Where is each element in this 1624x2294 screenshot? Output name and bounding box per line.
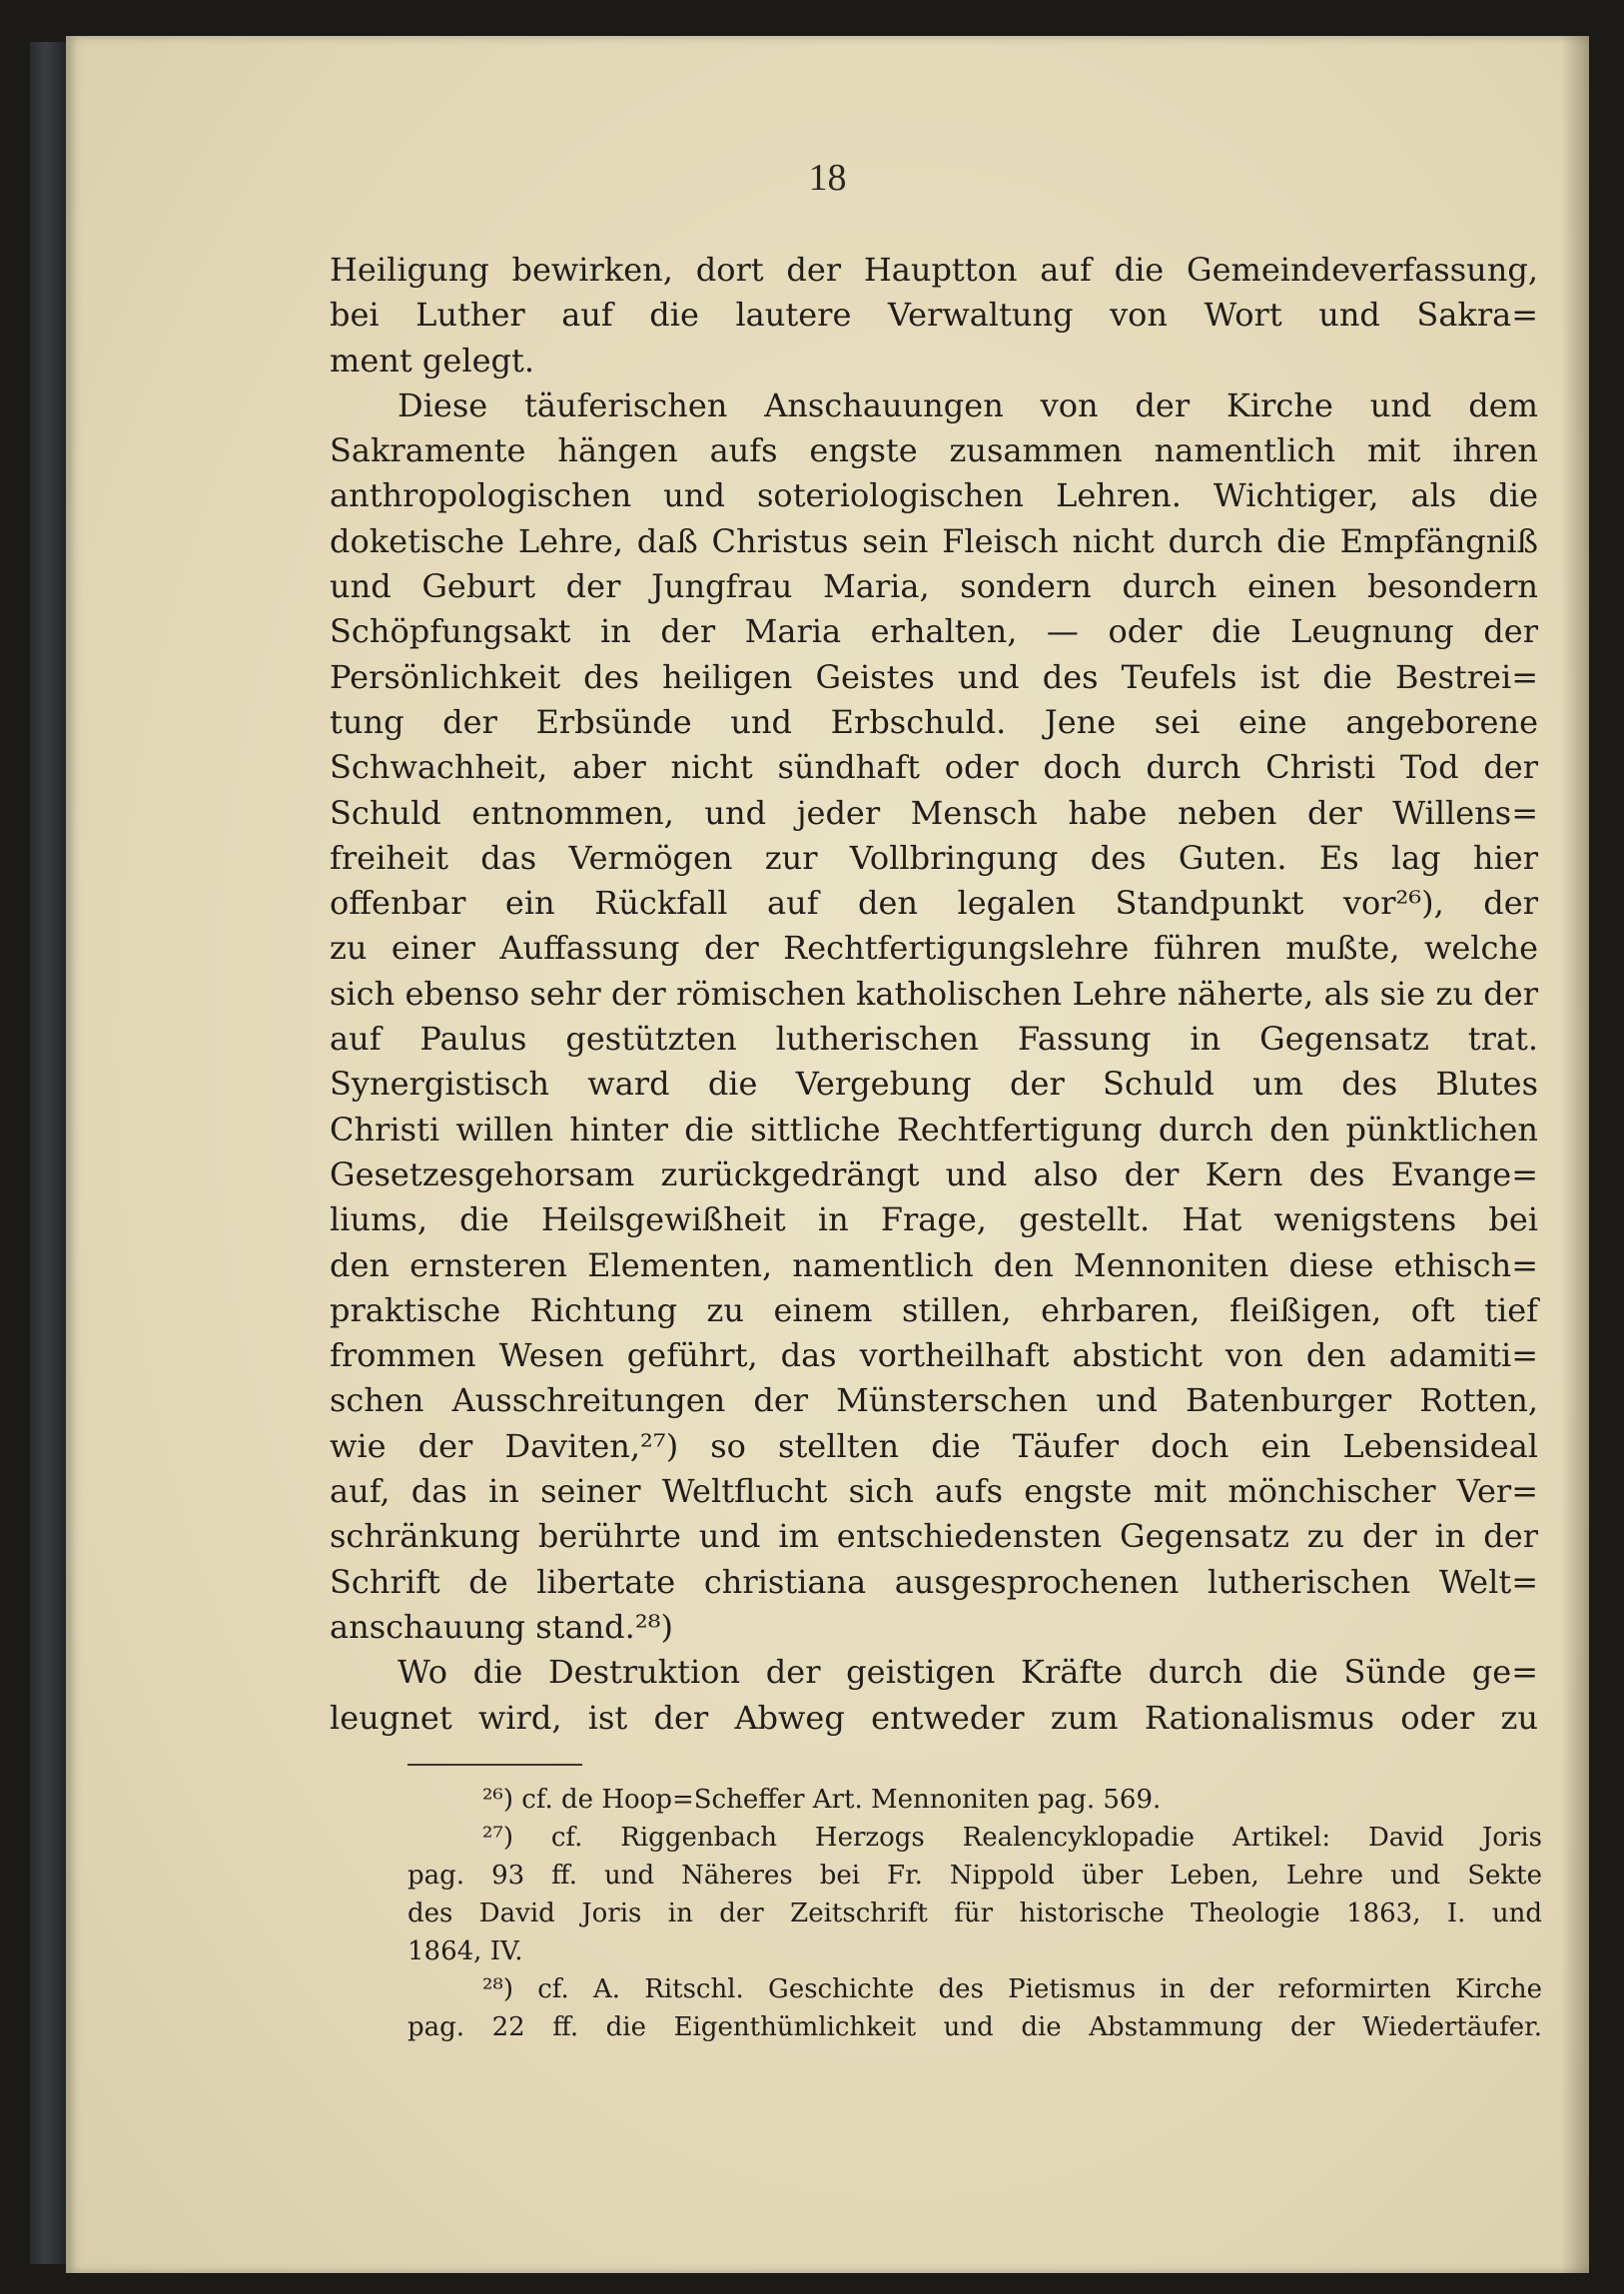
- body-line: ment gelegt.: [330, 341, 535, 380]
- body-line: Persönlichkeit des heiligen Geistes und des Teufels ist die Bestrei=: [330, 657, 1538, 696]
- footnote-line: ²⁸) cf. A. Ritschl. Geschichte des Pietismus in der reformirten Kirche: [482, 1974, 1542, 2004]
- body-line: anschauung stand.²⁸): [330, 1607, 673, 1646]
- body-line: Sakramente hängen aufs engste zusammen namentlich mit ihren: [330, 431, 1538, 470]
- body-line: liums, die Heilsgewißheit in Frage, gestellt. Hat wenigstens bei: [330, 1200, 1538, 1239]
- body-line: Schöpfungsakt in der Maria erhalten, — oder die Leugnung der: [330, 612, 1538, 651]
- body-line: freiheit das Vermögen zur Vollbringung des Guten. Es lag hier: [330, 838, 1538, 877]
- body-line: wie der Daviten,²⁷) so stellten die Täufer doch ein Lebensideal: [330, 1426, 1538, 1465]
- footnote-line: pag. 93 ff. und Näheres bei Fr. Nippold über Leben, Lehre und Sekte: [407, 1861, 1542, 1891]
- body-line: frommen Wesen geführt, das vortheilhaft absticht von den adamiti=: [330, 1336, 1538, 1375]
- body-line: Schwachheit, aber nicht sündhaft oder doch durch Christi Tod der: [330, 748, 1538, 787]
- body-line: Heiligung bewirken, dort der Hauptton auf die Gemeindeverfassung,: [330, 251, 1538, 289]
- body-line: leugnet wird, ist der Abweg entweder zum Rationalismus oder zu: [330, 1698, 1538, 1737]
- footnote-line: 1864, IV.: [407, 1936, 523, 1966]
- body-line: und Geburt der Jungfrau Maria, sondern durch einen besondern: [330, 567, 1538, 606]
- footnote-separator: [407, 1764, 582, 1766]
- body-line: anthropologischen und soteriologischen Lehren. Wichtiger, als die: [330, 476, 1538, 515]
- body-line: schen Ausschreitungen der Münsterschen und Batenburger Rotten,: [330, 1381, 1538, 1420]
- body-line: auf, das in seiner Weltflucht sich aufs engste mit mönchischer Ver=: [330, 1472, 1538, 1511]
- page-number: 18: [808, 157, 847, 199]
- body-line: Schrift de libertate christiana ausgesprochenen lutherischen Welt=: [330, 1562, 1538, 1601]
- body-line: sich ebenso sehr der römischen katholischen Lehre näherte, als sie zu der: [330, 974, 1538, 1013]
- body-line: doketische Lehre, daß Christus sein Fleisch nicht durch die Empfängniß: [330, 521, 1538, 560]
- body-line: Schuld entnommen, und jeder Mensch habe neben der Willens=: [330, 793, 1538, 832]
- body-line: Gesetzesgehorsam zurückgedrängt und also der Kern des Evange=: [330, 1154, 1538, 1193]
- body-line: bei Luther auf die lautere Verwaltung von Wort und Sakra=: [330, 296, 1538, 335]
- body-line: Diese täuferischen Anschauungen von der Kirche und dem: [398, 385, 1538, 424]
- footnote-line: pag. 22 ff. die Eigenthümlichkeit und die Abstammung der Wiedertäufer.: [407, 2012, 1542, 2042]
- footnote-line: ²⁷) cf. Riggenbach Herzogs Realencyklopadie Artikel: David Joris: [482, 1823, 1542, 1853]
- body-line: tung der Erbsünde und Erbschuld. Jene sei eine angeborene: [330, 702, 1538, 741]
- body-line: auf Paulus gestützten lutherischen Fassung in Gegensatz trat.: [330, 1020, 1538, 1059]
- body-line: Christi willen hinter die sittliche Rechtfertigung durch den pünktlichen: [330, 1110, 1538, 1148]
- footnote-line: des David Joris in der Zeitschrift für historische Theologie 1863, I. und: [407, 1899, 1542, 1928]
- body-line: den ernsteren Elementen, namentlich den Mennoniten diese ethisch=: [330, 1245, 1538, 1284]
- body-line: praktische Richtung zu einem stillen, ehrbaren, fleißigen, oft tief: [330, 1290, 1538, 1329]
- body-line: schränkung berührte und im entschiedensten Gegensatz zu der in der: [330, 1517, 1538, 1556]
- body-text: [330, 248, 1538, 1741]
- body-line: Wo die Destruktion der geistigen Kräfte durch die Sünde ge=: [398, 1653, 1538, 1692]
- body-line: zu einer Auffassung der Rechtfertigungslehre führen mußte, welche: [330, 929, 1538, 968]
- footnote-line: ²⁶) cf. de Hoop=Scheffer Art. Mennoniten pag. 569.: [482, 1785, 1162, 1815]
- page-gutter-shadow: [1561, 36, 1589, 2273]
- body-line: offenbar ein Rückfall auf den legalen Standpunkt vor²⁶), der: [330, 884, 1538, 923]
- body-line: Synergistisch ward die Vergebung der Schuld um des Blutes: [330, 1065, 1538, 1104]
- footnotes: [407, 1781, 1542, 2046]
